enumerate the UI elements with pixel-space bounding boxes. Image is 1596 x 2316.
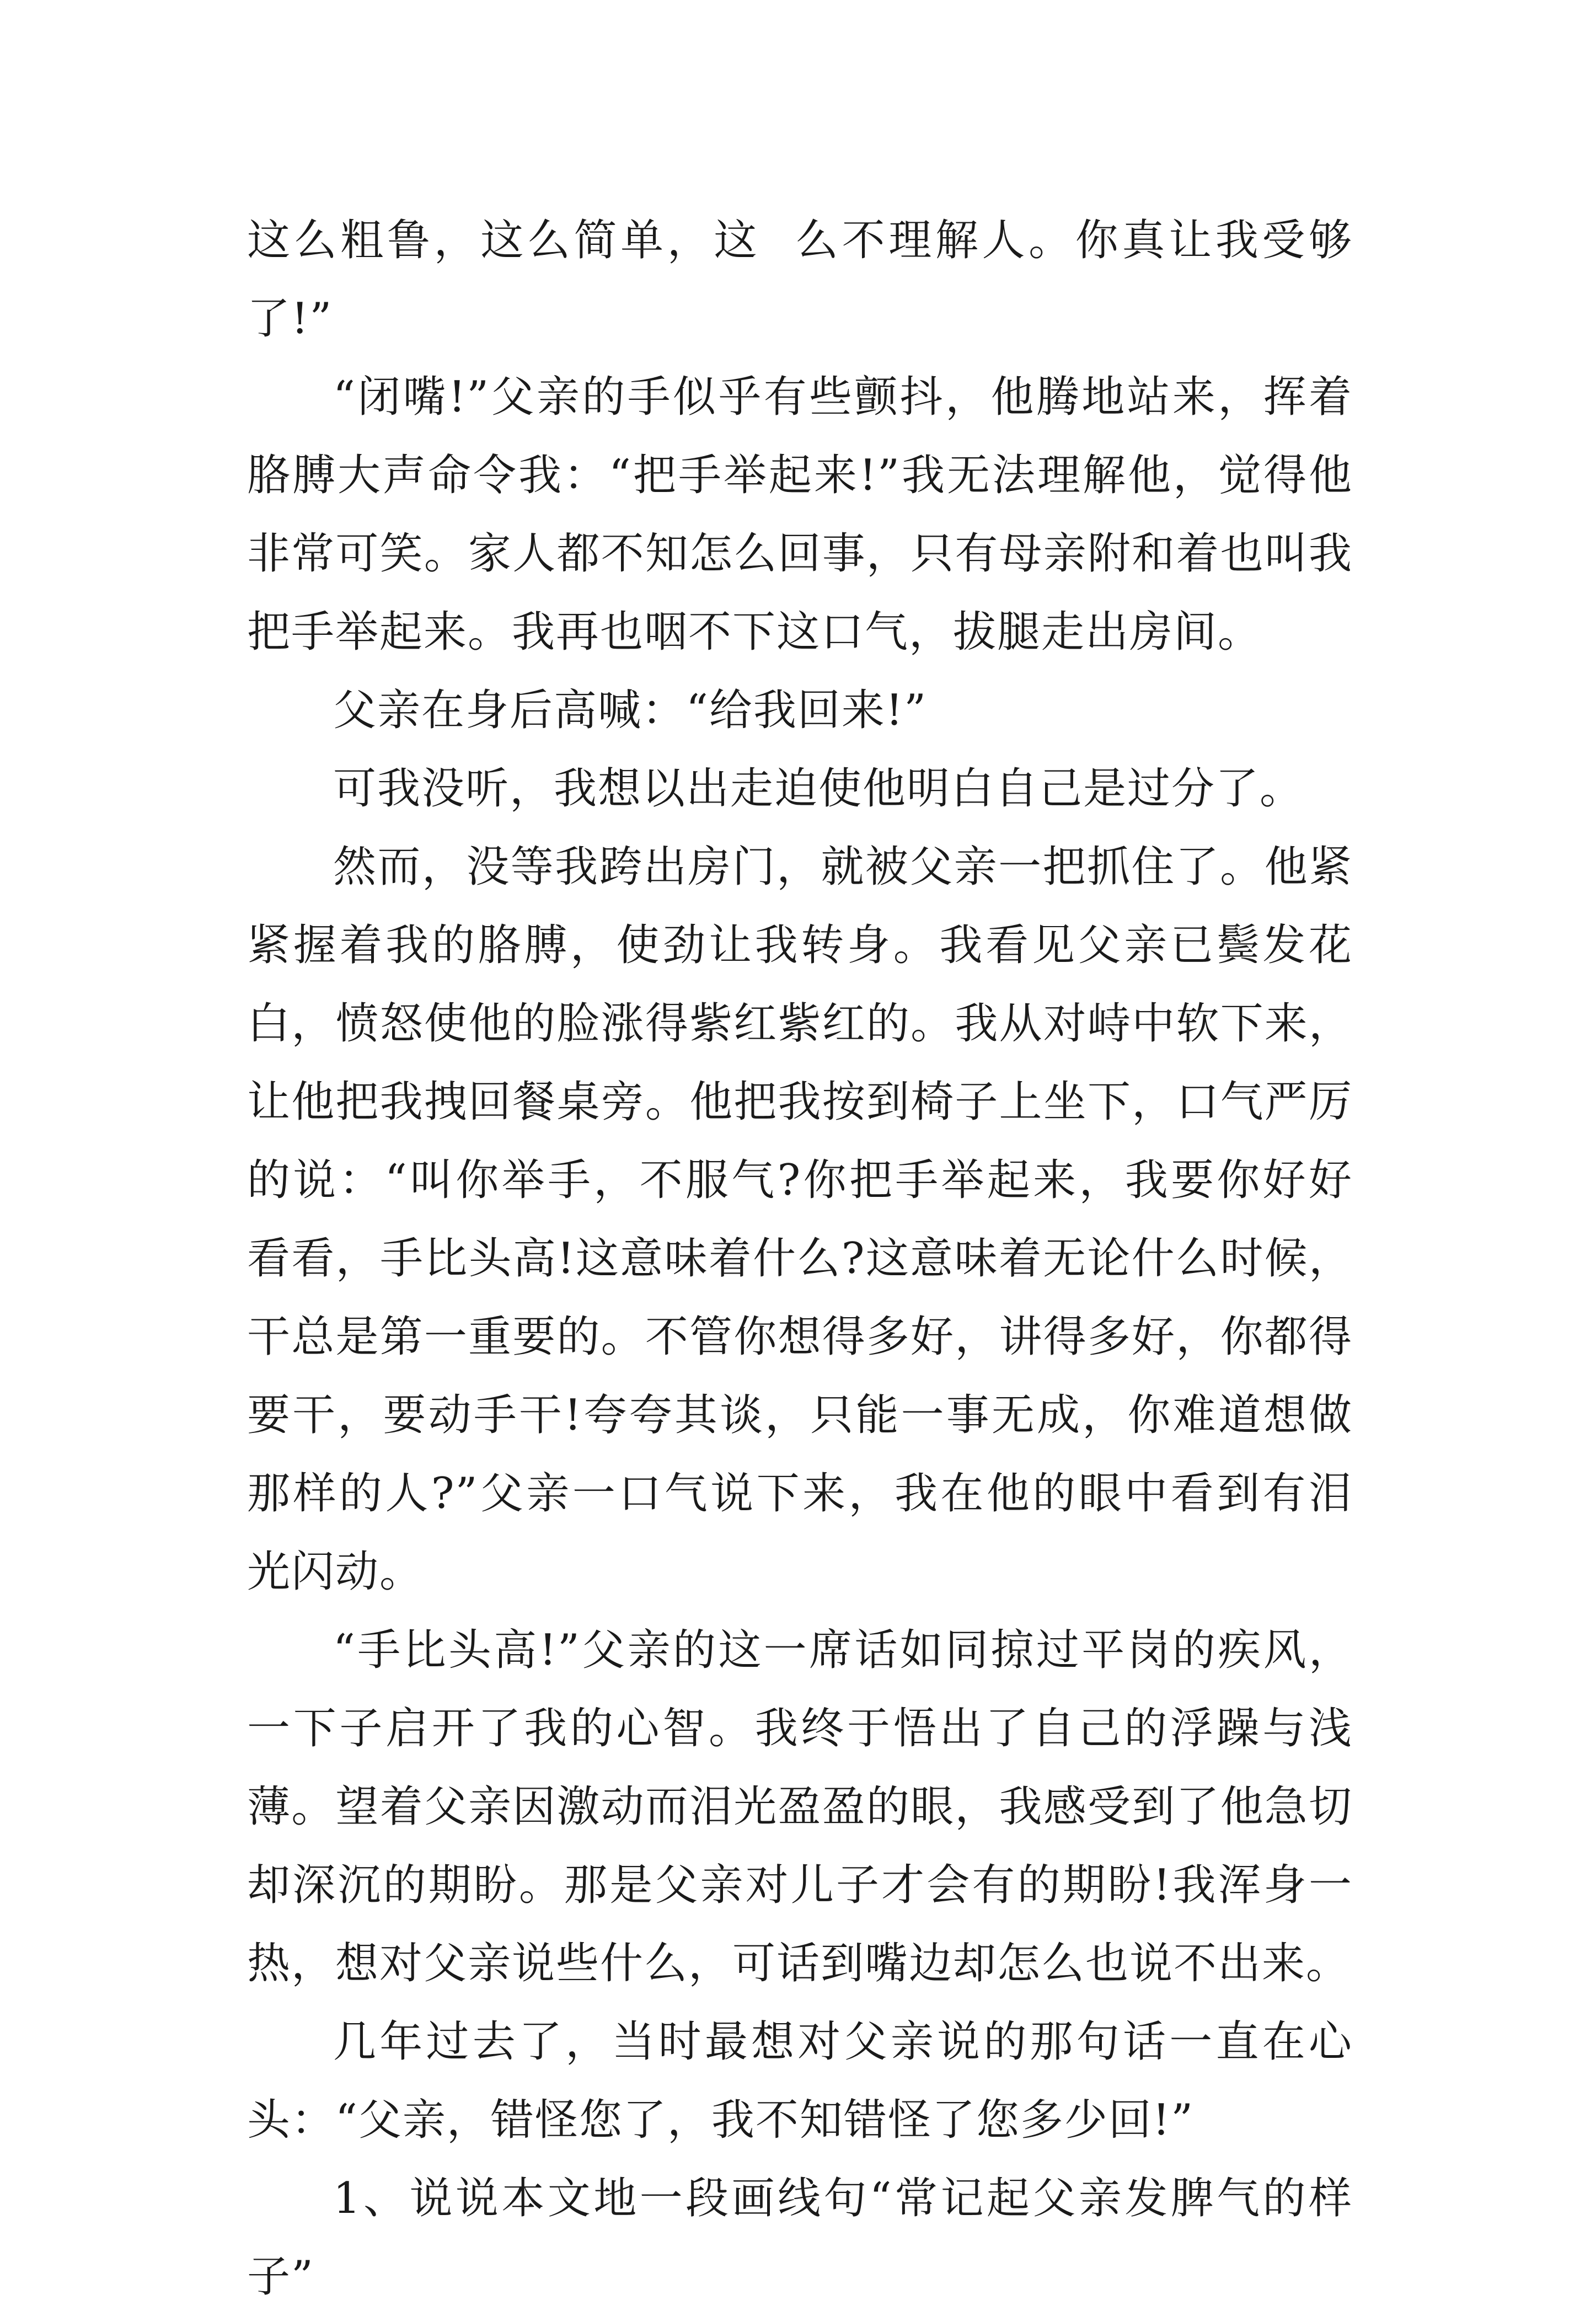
paragraph-grabbed: 然而，没等我跨出房门，就被父亲一把抓住了。他紧紧握着我的胳膊，使劲让我转身。我看见父亲已鬓发花白，愤怒使他的脸涨得紫红紫红的。我从对峙中软下来，让他把我拽回餐桌旁。他把我按到椅子上坐下，口气严厉的说：“叫你举手，不服气?你把手举起来，我要你好好看看，手比头高!这意味着什么?这意味着无论什么时候，干总是第一重要的。不管你想得多好，讲得多好，你都得要干，要动手干!夸夸其谈，只能一事无成，你难道想做那样的人?”父亲一口气说下来，我在他的眼中看到有泪光闪动。 bbox=[247, 842, 1353, 1597]
paragraph-did-not-listen: 可我没听，我想以出走迫使他明白自己是过分了。 bbox=[333, 764, 1304, 814]
document-body bbox=[247, 201, 1353, 2316]
paragraph-years-later: 几年过去了，当时最想对父亲说的那句话一直在心头：“父亲，错怪您了，我不知错怪了您多少回!” bbox=[247, 2017, 1353, 2145]
paragraph-continuation: 这么粗鲁，这么简单，这 么不理解人。你真让我受够了!” bbox=[247, 216, 1353, 344]
question-1: 1、说说本文地一段画线句“常记起父亲发脾气的样子” bbox=[247, 2174, 1353, 2302]
paragraph-hand-above-head: “手比头高!”父亲的这一席话如同掠过平岗的疾风，一下子启开了我的心智。我终于悟出了自己的浮躁与浅薄。望着父亲因激动而泪光盈盈的眼，我感受到了他急切却深沉的期盼。那是父亲对儿子才会有的期盼!我浑身一热，想对父亲说些什么，可话到嘴边却怎么也说不出来。 bbox=[247, 1625, 1353, 1988]
paragraph-shut-up: “闭嘴!”父亲的手似乎有些颤抖，他腾地站来，挥着胳膊大声命令我：“把手举起来!”我无法理解他，觉得他非常可笑。家人都不知怎么回事，只有母亲附和着也叫我把手举起来。我再也咽不下这口气，拔腿走出房间。 bbox=[247, 372, 1353, 657]
paragraph-come-back: 父亲在身后高喊：“给我回来!” bbox=[333, 686, 928, 735]
